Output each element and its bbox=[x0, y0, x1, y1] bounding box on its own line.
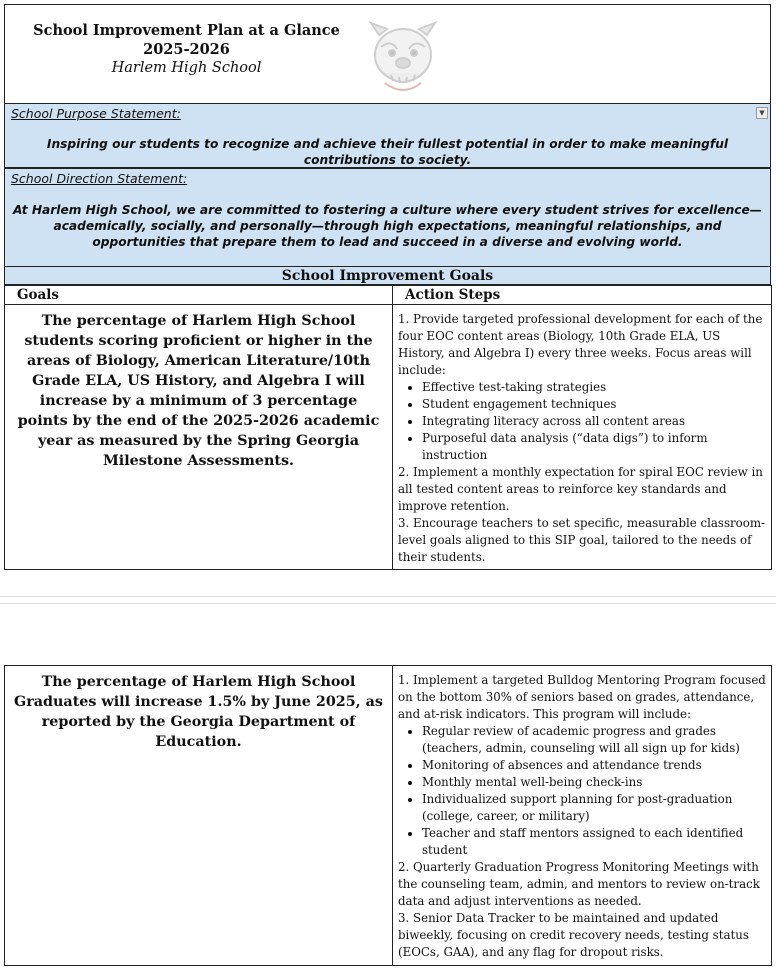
direction-statement: At Harlem High School, we are committed to fostering a culture where every student strives for excellence—academically, socially, and personally—through high expectations, meaningful relationships, and opportunities that prepare them to lead and succeed in a diverse and evolving world. bbox=[13, 203, 762, 249]
purpose-section bbox=[4, 103, 771, 168]
list-item: • Regular review of academic progress and grades (teachers, admin, counseling will all sign up for kids) bbox=[422, 723, 766, 757]
goal-1-step-2: 2. Implement a monthly expectation for spiral EOC review in all tested content areas to reinforce key standards and improve retention. bbox=[398, 465, 763, 513]
title-block bbox=[19, 21, 354, 78]
list-item: • Integrating literacy across all content areas bbox=[422, 413, 766, 430]
goal-2-text: The percentage of Harlem High School Graduates will increase 1.5% by June 2025, as reported by the Georgia Department of Education. bbox=[5, 666, 393, 966]
purpose-statement: Inspiring our students to recognize and achieve their fullest potential in order to make meaningful contributions to society. bbox=[46, 137, 729, 167]
school-year: 2025-2026 bbox=[143, 41, 230, 58]
goal-1-action-steps bbox=[393, 305, 772, 570]
page-break-line bbox=[0, 603, 776, 604]
list-item: • Individualized support planning for post-graduation (college, career, or military) bbox=[422, 791, 766, 825]
bulldog-logo-icon bbox=[365, 17, 441, 97]
goals-table-1 bbox=[4, 285, 772, 570]
goals-table-2 bbox=[4, 665, 772, 966]
list-item: • Purposeful data analysis (“data digs”) to inform instruction bbox=[422, 430, 766, 464]
list-item: • Teacher and staff mentors assigned to each identified student bbox=[422, 825, 766, 859]
goal-1-bullet-list bbox=[398, 379, 766, 464]
dropdown-arrow-icon[interactable]: ▼ bbox=[756, 107, 768, 119]
page-break-line bbox=[0, 596, 776, 597]
list-item: • Monthly mental well-being check-ins bbox=[422, 774, 766, 791]
action-steps-column-header: Action Steps bbox=[393, 286, 772, 305]
school-name: Harlem High School bbox=[111, 60, 262, 76]
direction-section bbox=[4, 168, 771, 267]
goal-2-bullet-list bbox=[398, 723, 766, 859]
goal-1-step-1: 1. Provide targeted professional development for each of the four EOC content areas (Biology, 10th Grade ELA, US History, and Algebra I) every three weeks. Focus areas will include: bbox=[398, 312, 763, 377]
goals-section-title: School Improvement Goals bbox=[4, 266, 771, 285]
goal-1-step-3: 3. Encourage teachers to set specific, measurable classroom-level goals aligned to this SIP goal, tailored to the needs of their students. bbox=[398, 516, 766, 564]
list-item: • Student engagement techniques bbox=[422, 396, 766, 413]
goal-2-step-1: 1. Implement a targeted Bulldog Mentoring Program focused on the bottom 30% of seniors based on grades, attendance, and at-risk indicators. This program will include: bbox=[398, 673, 766, 721]
list-item: • Monitoring of absences and attendance trends bbox=[422, 757, 766, 774]
goal-2-step-3: 3. Senior Data Tracker to be maintained and updated biweekly, focusing on credit recovery needs, testing status (EOCs, GAA), and any flag for dropout risks. bbox=[398, 911, 749, 959]
plan-header bbox=[4, 4, 771, 104]
page-title: School Improvement Plan at a Glance bbox=[33, 22, 340, 39]
goal-1-text: The percentage of Harlem High School students scoring proficient or higher in the areas of Biology, American Literature/10th Grade ELA, US History, and Algebra I will increase by a minimum of 3 percentage points by the end of the 2025-2026 academic year as measured by the Spring Georgia Milestone Assessments. bbox=[5, 305, 393, 570]
goals-column-header: Goals bbox=[5, 286, 393, 305]
goal-2-step-2: 2. Quarterly Graduation Progress Monitoring Meetings with the counseling team, admin, and mentors to review on-track data and adjust interventions as needed. bbox=[398, 860, 760, 908]
goal-2-action-steps bbox=[393, 666, 772, 966]
list-item: • Effective test-taking strategies bbox=[422, 379, 766, 396]
direction-label: School Direction Statement: bbox=[11, 171, 188, 186]
purpose-label: School Purpose Statement: bbox=[11, 106, 181, 121]
